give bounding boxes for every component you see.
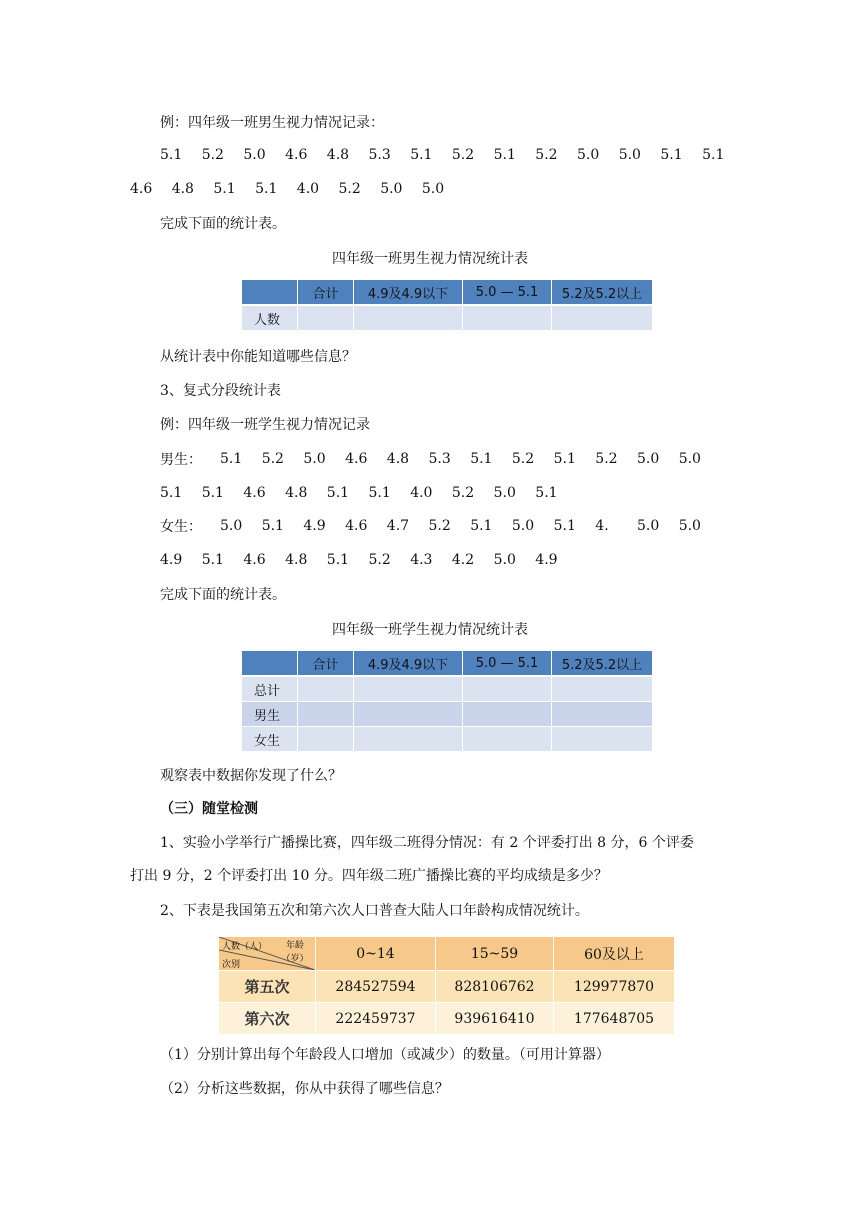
value-item: 5.1 bbox=[368, 485, 391, 501]
census-cell: 222459737 bbox=[316, 1003, 436, 1035]
value-item: 4. bbox=[595, 518, 609, 534]
value-item: 5.2 bbox=[451, 485, 475, 501]
value-item: 5.2 bbox=[451, 147, 475, 163]
table1-cell[interactable] bbox=[354, 305, 463, 331]
table-row bbox=[242, 702, 653, 727]
census-header-age3: 60及以上 bbox=[554, 937, 675, 971]
table1-cell[interactable] bbox=[552, 305, 653, 331]
census-cell: 284527594 bbox=[316, 971, 436, 1003]
value-item: 5.0 bbox=[220, 518, 243, 534]
value-item: 5.1 bbox=[553, 451, 576, 467]
value-item: 4.9 bbox=[303, 518, 326, 534]
value-item: 4.2 bbox=[451, 552, 475, 568]
census-table bbox=[218, 936, 675, 1035]
census-cell: 828106762 bbox=[436, 971, 554, 1003]
table-row bbox=[242, 727, 653, 752]
table2-cell[interactable] bbox=[298, 727, 354, 752]
table2-cell[interactable] bbox=[463, 702, 552, 727]
value-item: 5.1 bbox=[470, 451, 493, 467]
table2-header-high: 5.2及5.2以上 bbox=[552, 651, 653, 676]
value-item: 5.0 bbox=[678, 451, 701, 467]
value-item: 5.2 bbox=[201, 147, 224, 163]
value-item: 4.9 bbox=[535, 552, 558, 568]
value-item: 5.0 bbox=[511, 518, 535, 534]
table-row bbox=[242, 676, 653, 702]
value-item: 5.2 bbox=[428, 518, 451, 534]
value-item: 4.8 bbox=[326, 147, 350, 163]
table1-cell[interactable] bbox=[298, 305, 354, 331]
census-cell: 129977870 bbox=[554, 971, 675, 1003]
table2-cell[interactable] bbox=[463, 676, 552, 702]
value-item: 5.0 bbox=[380, 181, 403, 197]
value-item: 5.0 bbox=[577, 147, 600, 163]
value-item: 5.1 bbox=[160, 485, 183, 501]
value-item: 5.1 bbox=[326, 485, 350, 501]
value-item: 4.0 bbox=[296, 181, 320, 197]
value-item: 5.1 bbox=[553, 518, 576, 534]
value-item: 4.8 bbox=[171, 181, 194, 197]
value-item: 5.2 bbox=[595, 451, 618, 467]
girls-label: 女生： bbox=[160, 519, 202, 535]
table1-header-mid: 5.0 — 5.1 bbox=[463, 280, 552, 305]
value-item: 5.1 bbox=[261, 518, 284, 534]
value-item: 5.0 bbox=[493, 552, 516, 568]
value-item: 5.0 bbox=[421, 181, 445, 197]
value-item: 5.1 bbox=[255, 181, 278, 197]
value-item: 5.0 bbox=[637, 518, 660, 534]
value-item: 5.2 bbox=[338, 181, 361, 197]
example1-instruction: 完成下面的统计表。 bbox=[160, 216, 286, 232]
value-item: 5.2 bbox=[368, 552, 391, 568]
table2-header-corner bbox=[242, 651, 298, 676]
value-item: 5.1 bbox=[702, 147, 725, 163]
table1-header-high: 5.2及5.2以上 bbox=[552, 280, 653, 305]
value-item: 4.8 bbox=[386, 451, 410, 467]
value-item: 5.1 bbox=[410, 147, 433, 163]
table1-cell[interactable] bbox=[463, 305, 552, 331]
census-corner bbox=[219, 937, 316, 971]
table-row bbox=[242, 305, 653, 331]
value-item: 5.0 bbox=[303, 451, 326, 467]
quiz-q2: 2、下表是我国第五次和第六次人口普查大陆人口年龄构成情况统计。 bbox=[160, 903, 589, 919]
value-item: 4.6 bbox=[285, 147, 308, 163]
census-header-age1: 0~14 bbox=[316, 937, 436, 971]
value-item: 5.0 bbox=[637, 451, 660, 467]
sub-question-2: （2）分析这些数据，你从中获得了哪些信息？ bbox=[160, 1081, 449, 1097]
table2-row-label-girls: 女生 bbox=[242, 727, 298, 752]
table2-header-low: 4.9及4.9以下 bbox=[354, 651, 463, 676]
corner-times: 次别 bbox=[222, 960, 241, 970]
census-cell: 939616410 bbox=[436, 1003, 554, 1035]
quiz-heading: （三）随堂检测 bbox=[160, 801, 258, 817]
value-item: 5.1 bbox=[493, 147, 516, 163]
value-item: 5.2 bbox=[511, 451, 535, 467]
value-item: 5.3 bbox=[368, 147, 391, 163]
table-row bbox=[219, 971, 675, 1003]
table2-cell[interactable] bbox=[552, 676, 653, 702]
value-item: 5.1 bbox=[160, 147, 183, 163]
table2-cell[interactable] bbox=[463, 727, 552, 752]
section3-heading: 3、复式分段统计表 bbox=[160, 383, 281, 399]
table2-cell[interactable] bbox=[552, 727, 653, 752]
value-item: 5.3 bbox=[428, 451, 451, 467]
census-cell: 177648705 bbox=[554, 1003, 675, 1035]
value-item: 5.1 bbox=[220, 451, 243, 467]
table2-row-label-boys: 男生 bbox=[242, 702, 298, 727]
table2-cell[interactable] bbox=[354, 702, 463, 727]
value-item: 4.9 bbox=[160, 552, 183, 568]
table1-header-total: 合计 bbox=[298, 280, 354, 305]
value-item: 5.0 bbox=[678, 518, 701, 534]
value-item: 5.0 bbox=[618, 147, 641, 163]
table2-cell[interactable] bbox=[298, 702, 354, 727]
table2-cell[interactable] bbox=[354, 727, 463, 752]
question1: 从统计表中你能知道哪些信息？ bbox=[160, 349, 356, 365]
value-item: 4.7 bbox=[386, 518, 410, 534]
table1-caption: 四年级一班男生视力情况统计表 bbox=[332, 251, 528, 267]
table2-cell[interactable] bbox=[354, 676, 463, 702]
table2-header-mid: 5.0 — 5.1 bbox=[463, 651, 552, 676]
value-item: 4.6 bbox=[345, 518, 368, 534]
table2-cell[interactable] bbox=[298, 676, 354, 702]
census-row-label: 第六次 bbox=[219, 1003, 316, 1035]
census-row-label: 第五次 bbox=[219, 971, 316, 1003]
table1-header-corner bbox=[242, 280, 298, 305]
value-item: 4.0 bbox=[410, 485, 433, 501]
value-item: 5.1 bbox=[213, 181, 236, 197]
census-header-age2: 15~59 bbox=[436, 937, 554, 971]
corner-age: 年龄（岁） bbox=[281, 941, 309, 964]
value-item: 5.1 bbox=[535, 485, 558, 501]
value-item: 4.6 bbox=[345, 451, 368, 467]
example2-instruction: 完成下面的统计表。 bbox=[160, 587, 286, 603]
value-item: 4.6 bbox=[130, 181, 153, 197]
table2-cell[interactable] bbox=[552, 702, 653, 727]
table1 bbox=[242, 280, 653, 331]
value-item: 5.1 bbox=[470, 518, 493, 534]
value-item: 5.1 bbox=[660, 147, 683, 163]
value-item: 5.2 bbox=[535, 147, 558, 163]
example1-title: 例：四年级一班男生视力情况记录： bbox=[160, 115, 384, 131]
table2-header-total: 合计 bbox=[298, 651, 354, 676]
table2-caption: 四年级一班学生视力情况统计表 bbox=[332, 622, 528, 638]
value-item: 4.6 bbox=[243, 552, 266, 568]
value-item: 5.1 bbox=[201, 552, 224, 568]
value-item: 4.8 bbox=[285, 485, 308, 501]
quiz-q1-line1: 1、实验小学举行广播操比赛，四年级二班得分情况：有 2 个评委打出 8 分，6 个评委 bbox=[160, 835, 694, 851]
table1-row-label: 人数 bbox=[242, 305, 298, 331]
value-item: 5.1 bbox=[326, 552, 350, 568]
corner-people: 人数（人） bbox=[222, 942, 268, 952]
table2 bbox=[242, 651, 653, 752]
table1-header-low: 4.9及4.9以下 bbox=[354, 280, 463, 305]
question2: 观察表中数据你发现了什么？ bbox=[160, 768, 342, 784]
value-item: 5.1 bbox=[201, 485, 224, 501]
value-item: 4.3 bbox=[410, 552, 433, 568]
value-item: 4.6 bbox=[243, 485, 266, 501]
boys-label: 男生： bbox=[160, 452, 202, 468]
example2-title: 例：四年级一班学生视力情况记录 bbox=[160, 417, 370, 433]
table2-row-label-total: 总计 bbox=[242, 676, 298, 702]
quiz-q1-line2: 打出 9 分，2 个评委打出 10 分。四年级二班广播操比赛的平均成绩是多少？ bbox=[130, 868, 608, 884]
sub-question-1: （1）分别计算出每个年龄段人口增加（或减少）的数量。（可用计算器） bbox=[160, 1047, 610, 1063]
value-item: 4.8 bbox=[285, 552, 308, 568]
value-item: 5.2 bbox=[261, 451, 284, 467]
table-row bbox=[219, 1003, 675, 1035]
value-item: 5.0 bbox=[493, 485, 516, 501]
value-item: 5.0 bbox=[243, 147, 266, 163]
